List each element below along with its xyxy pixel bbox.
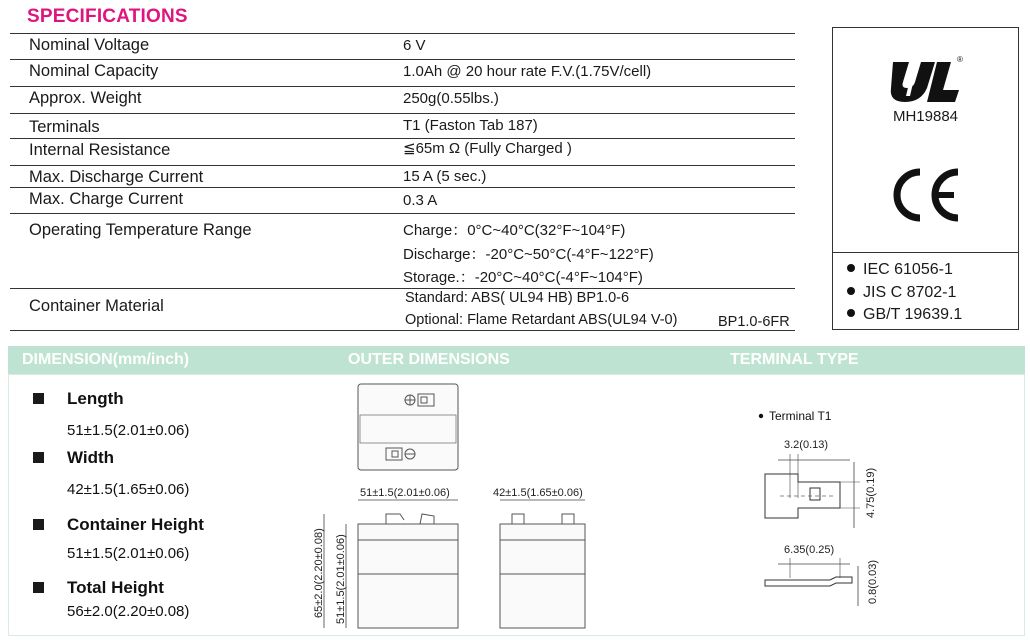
outer-dimensions-drawing [300, 378, 630, 636]
spec-label-capacity: Nominal Capacity [29, 62, 159, 80]
ul-file-number: MH19884 [892, 108, 959, 125]
spec-value-weight: 250g(0.55lbs.) [403, 90, 499, 107]
dim-label-total-height: Total Height [67, 578, 164, 597]
table-divider [10, 330, 795, 331]
spec-value-temp-charge: Charge：0°C~40°C(32°F~104°F) [403, 222, 626, 239]
dim-label-container-height: Container Height [67, 515, 204, 534]
standard-item: JIS C 8702-1 [847, 284, 956, 302]
dim-value-total-height: 56±2.0(2.20±0.08) [67, 603, 190, 620]
spec-value-discharge: 15 A (5 sec.) [403, 168, 487, 185]
terminal-type-heading: TERMINAL TYPE [730, 351, 859, 368]
spec-label-weight: Approx. Weight [29, 89, 142, 107]
spec-value-temp-discharge: Discharge：-20°C~50°C(-4°F~122°F) [403, 246, 654, 263]
dim-value-length: 51±1.5(2.01±0.06) [67, 422, 190, 439]
ce-mark-icon [888, 166, 964, 224]
dim-value-width: 42±1.5(1.65±0.06) [67, 481, 190, 498]
container-height-dimension-label: 51±1.5(2.01±0.06) [335, 534, 347, 624]
terminal-top-dimension: 3.2(0.13) [784, 439, 829, 451]
terminal-title: Terminal T1 [769, 409, 832, 423]
table-divider [10, 113, 795, 114]
specifications-title: SPECIFICATIONS [27, 6, 188, 27]
bullet-icon [759, 414, 763, 418]
table-divider [10, 165, 795, 166]
spec-value-charge-current: 0.3 A [403, 192, 438, 209]
terminal-type-drawing [740, 378, 1020, 636]
width-dimension-label: 42±1.5(1.65±0.06) [493, 487, 583, 499]
bullet-icon [847, 287, 855, 295]
outer-dimensions-heading: OUTER DIMENSIONS [348, 351, 510, 368]
bullet-square-icon [33, 582, 44, 593]
bullet-square-icon [33, 393, 44, 404]
certification-box [832, 27, 1019, 330]
spec-value-capacity: 1.0Ah @ 20 hour rate F.V.(1.75V/cell) [403, 63, 652, 80]
bullet-square-icon [33, 519, 44, 530]
spec-label-voltage: Nominal Voltage [29, 36, 150, 54]
spec-value-voltage: 6 V [403, 37, 426, 54]
standard-item: GB/T 19639.1 [847, 306, 962, 324]
spec-label-terminals: Terminals [29, 118, 100, 136]
dim-label-width: Width [67, 448, 115, 467]
table-divider [10, 288, 795, 289]
length-dimension-label: 51±1.5(2.01±0.06) [360, 487, 450, 499]
spec-label-resistance: Internal Resistance [29, 141, 171, 159]
dimension-section-bar [8, 346, 1025, 374]
spec-value-terminals: T1 (Faston Tab 187) [403, 117, 538, 134]
dimension-heading: DIMENSION(mm/inch) [22, 351, 190, 368]
table-divider [10, 33, 795, 34]
spec-value-resistance: ≦65m Ω (Fully Charged ) [403, 140, 572, 157]
ul-recognized-icon [887, 52, 967, 106]
table-divider [10, 213, 795, 214]
bullet-square-icon [33, 452, 44, 463]
table-divider [10, 59, 795, 60]
terminal-side-dimension: 4.75(0.19) [865, 467, 877, 518]
spec-value-temp-storage: Storage.：-20°C~40°C(-4°F~104°F) [403, 269, 643, 286]
terminal-width-dimension: 6.35(0.25) [784, 544, 835, 556]
table-divider [10, 86, 795, 87]
registered-mark: ® [957, 55, 963, 64]
table-divider [10, 187, 795, 188]
spec-label-temperature: Operating Temperature Range [29, 221, 252, 239]
dim-label-length: Length [67, 389, 124, 408]
bullet-icon [847, 264, 855, 272]
bullet-icon [847, 309, 855, 317]
spec-value-material-standard: Standard: ABS( UL94 HB) BP1.0-6 [405, 290, 630, 306]
spec-label-discharge: Max. Discharge Current [29, 168, 204, 186]
spec-label-material: Container Material [29, 297, 164, 315]
standard-item: IEC 61056-1 [847, 261, 953, 279]
terminal-thickness-dimension: 0.8(0.03) [867, 559, 879, 604]
spec-value-material-model: BP1.0-6FR [718, 314, 790, 330]
spec-label-charge-current: Max. Charge Current [29, 190, 184, 208]
spec-value-material-optional: Optional: Flame Retardant ABS(UL94 V-0) [405, 312, 678, 328]
cert-divider [833, 252, 1018, 253]
dim-value-container-height: 51±1.5(2.01±0.06) [67, 545, 190, 562]
total-height-dimension-label: 65±2.0(2.20±0.08) [313, 528, 325, 618]
